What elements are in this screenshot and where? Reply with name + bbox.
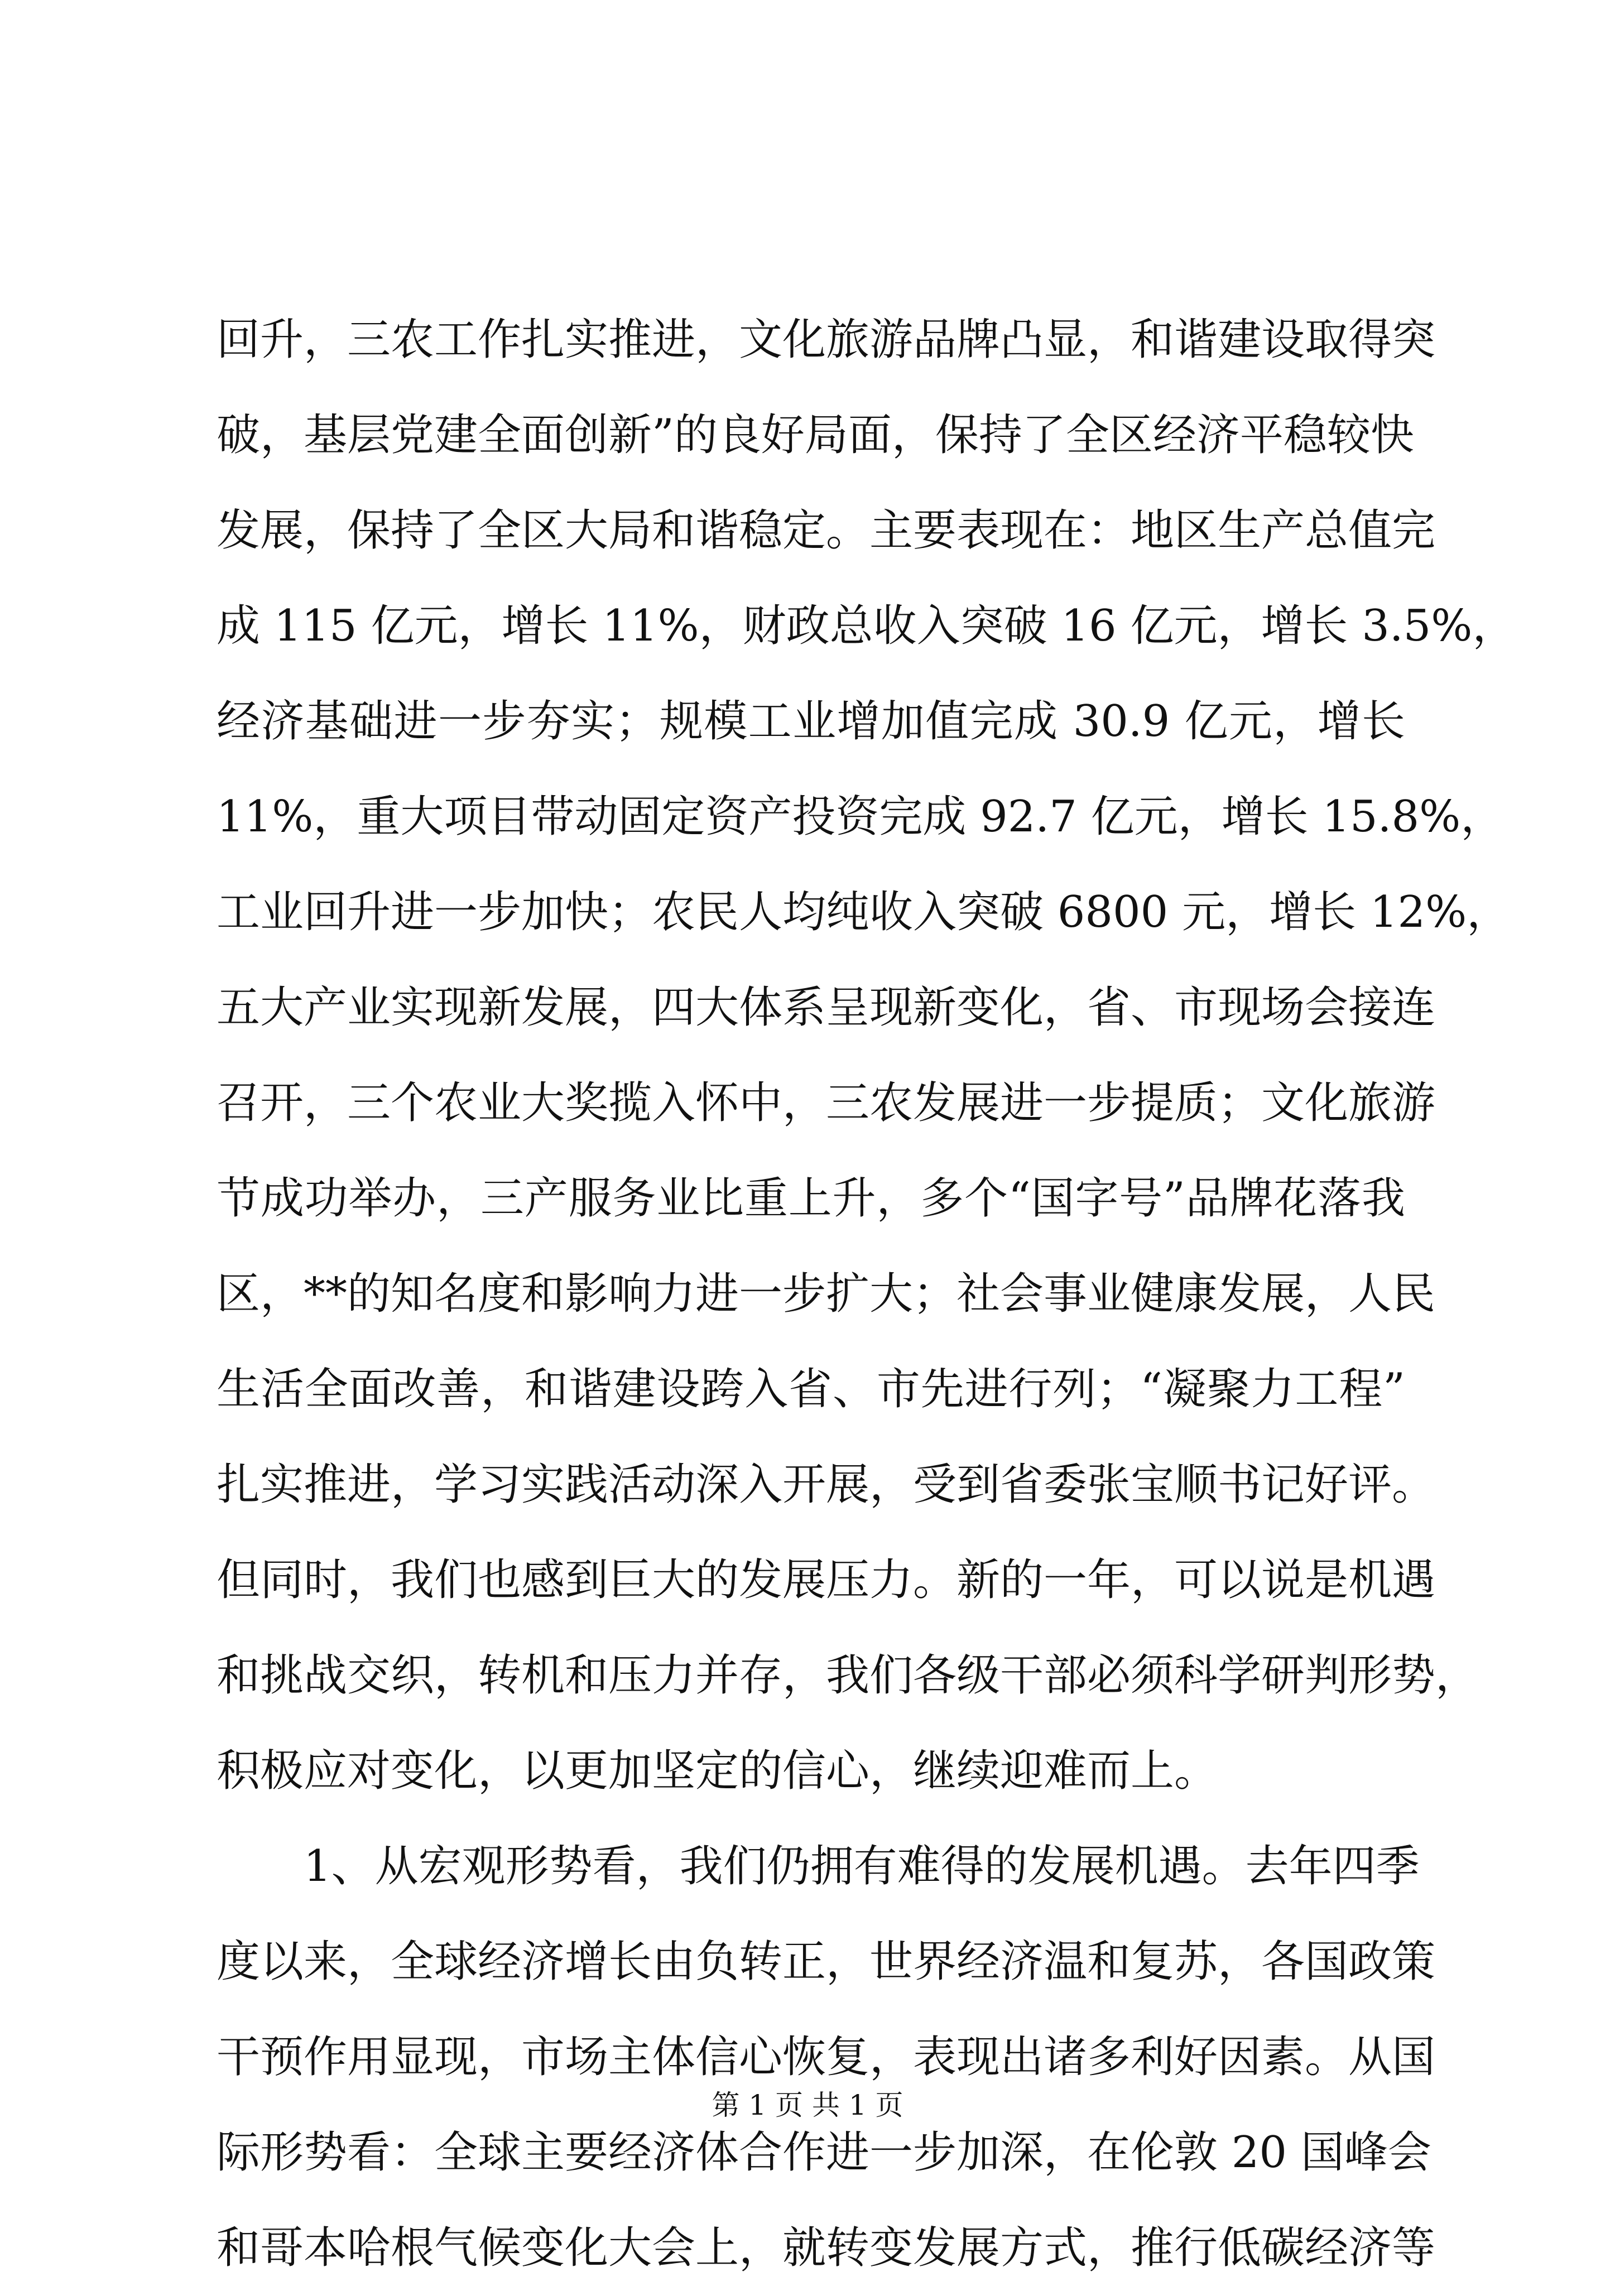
paragraph-2 <box>217 1819 1436 2296</box>
text-line: 生活全面改善，和谐建设跨入省、市先进行列；“凝聚力工程” <box>217 1364 1405 1414</box>
text-line: 回升，三农工作扎实推进，文化旅游品牌凸显，和谐建设取得突 <box>217 315 1436 365</box>
text-line: 11%，重大项目带动固定资产投资完成 92.7 亿元，增长 15.8%， <box>217 792 1505 842</box>
text-line: 召开，三个农业大奖揽入怀中，三农发展进一步提质；文化旅游 <box>217 1078 1436 1128</box>
text-line: 际形势看：全球主要经济体合作进一步加深，在伦敦 20 国峰会 <box>217 2127 1431 2178</box>
text-line: 和挑战交织，转机和压力并存，我们各级干部必须科学研判形势， <box>217 1650 1479 1701</box>
document-body <box>217 292 1516 2296</box>
text-line: 积极应对变化，以更加坚定的信心，继续迎难而上。 <box>217 1746 1218 1796</box>
text-line: 干预作用显现，市场主体信心恢复，表现出诸多利好因素。从国 <box>217 2032 1436 2082</box>
text-line: 发展，保持了全区大局和谐稳定。主要表现在：地区生产总值完 <box>217 506 1436 556</box>
text-line: 但同时，我们也感到巨大的发展压力。新的一年，可以说是机遇 <box>217 1555 1436 1605</box>
text-line: 工业回升进一步加快；农民人均纯收入突破 6800 元，增长 12%， <box>217 887 1511 937</box>
text-line: 扎实推进，学习实践活动深入开展，受到省委张宝顺书记好评。 <box>217 1460 1436 1510</box>
page-number-label: 第 1 页 共 1 页 <box>712 2089 903 2121</box>
paragraph-1 <box>217 292 1516 1819</box>
text-line: 和哥本哈根气候变化大会上，就转变发展方式，推行低碳经济等 <box>217 2223 1436 2273</box>
text-line: 度以来，全球经济增长由负转正，世界经济温和复苏，各国政策 <box>217 1937 1436 1987</box>
text-line: 节成功举办，三产服务业比重上升，多个“国字号”品牌花落我 <box>217 1173 1405 1224</box>
text-line: 五大产业实现新发展，四大体系呈现新变化，省、市现场会接连 <box>217 983 1436 1033</box>
text-line: 1、从宏观形势看，我们仍拥有难得的发展机遇。去年四季 <box>304 1841 1420 1891</box>
text-line: 破，基层党建全面创新”的良好局面，保持了全区经济平稳较快 <box>217 410 1414 460</box>
page-footer <box>0 2086 1615 2125</box>
text-line: 成 115 亿元，增长 11%，财政总收入突破 16 亿元，增长 3.5%， <box>217 601 1516 651</box>
text-line: 区，**的知名度和影响力进一步扩大；社会事业健康发展，人民 <box>217 1269 1436 1319</box>
text-line: 经济基础进一步夯实；规模工业增加值完成 30.9 亿元，增长 <box>217 696 1405 747</box>
